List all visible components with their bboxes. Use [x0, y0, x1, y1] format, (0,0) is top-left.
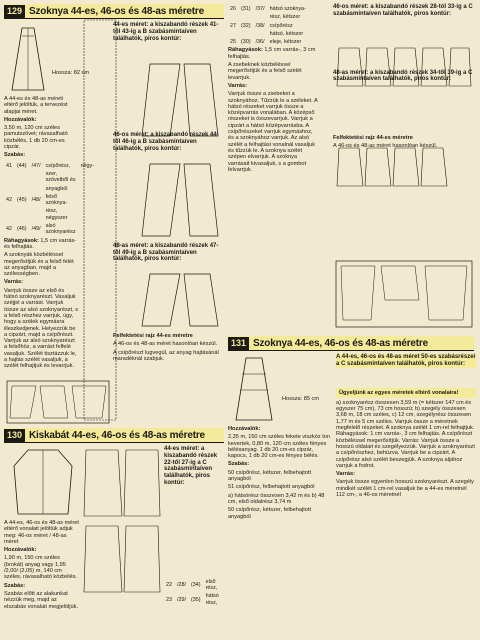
caption-48: 48-as méret: a kiszabandó részek 47-től 49-ig a B szabásmintaíven találhatók, piros kontúr: [113, 242, 219, 263]
section-number: 130 [4, 429, 25, 442]
szabas-items [228, 470, 332, 520]
size-cell [32, 171, 44, 184]
size-cell: felső szoknya- [45, 193, 68, 207]
col3-text [228, 4, 320, 304]
size-cell: csípőrész, [45, 162, 71, 169]
szabas-item: 51 csípőrész, felbehajtott anyagból [228, 484, 315, 491]
caption-44: 44-es méret: a kiszabandó részek 41-től 43-ig a B szabásmintaíven találhatók, piros kontúr: [113, 22, 219, 42]
size-cell [17, 186, 30, 192]
col2b-text [164, 446, 226, 636]
hossz-label-131: Hossza: 85 cm [282, 396, 319, 402]
size-cell: 25 [230, 39, 236, 46]
section-130-header [4, 428, 224, 443]
szabas-text-1b: Szabás előtt az alakunkat nézzük meg, majd az elszabás vonalait megjelöljük. [4, 590, 79, 610]
size-cell: (45) [17, 197, 27, 203]
size-row [230, 6, 309, 12]
section-129-header [4, 4, 224, 19]
size-cell: (32) [241, 22, 251, 29]
size-cell: eleje, kétszer [269, 39, 302, 46]
size-cell: csípőrész [269, 22, 293, 29]
jacket-sketch [8, 446, 78, 518]
col1b-intro: A 44-es, 46-os és 48-as méret eltérő vonalait jelöltük adjuk meg: 46-os méret / 48-as méret [4, 520, 79, 545]
size-cell: (35) [191, 596, 201, 603]
size-cell [230, 14, 239, 20]
size-cell [256, 31, 268, 37]
hozzavalok-heading-5: Hozzávalók: [228, 426, 261, 432]
col6-body: a) szoknyarész összesen 3,59 m (= kétszer 147 cm és egyszer 75 cm), 73 cm hosszú; b) szegély összesen 3,68 m, 18 cm széles, c) 12 cm, szegélyrész összesen 1,77 m és 5 cm széles. Varrjuk össze a méretnek megfelelő részeket. A szoknya szélét 1 cm-rel felhajtjuk. Ráhagyások: 1 cm varrás-, 3 cm felhajtás. A csípőrészt közbéléssel megerősítjük. Varrás: Varrjuk össze a hosszú oldalait és szegélyezzük. Varrjuk a szoknyarészt a csípőrészhez, behúzva. Varrjuk be a cipzárt. A csípőrész alsó szélét beszegjük. A szoknya aljához varrjuk a fodrot. [336, 399, 475, 469]
small-note: A csípőrészt lugvegül, az anyag hajtásánál maradéknál szabjuk. [113, 349, 219, 363]
size-cell: /36/ [255, 39, 265, 46]
skirt-sketch-131 [232, 354, 276, 424]
note-box: Ügyeljünk az egyes méretek eltérő vonalaira! [336, 388, 476, 398]
size-cell: (34) [191, 581, 201, 588]
section-title: Szoknya 44-es, 46-os és 48-as méretre [253, 337, 428, 349]
section-title: Szoknya 44-es, 46-os és 48-as méretre [29, 5, 204, 17]
size-cell: (30) [241, 39, 251, 46]
size-cell: hátsó szoknya- [269, 6, 306, 12]
col1b-text [4, 520, 80, 636]
varras-heading-3: Varrás: [228, 82, 247, 89]
szabas-item: a) hátsórész összesen 3,42 m és b) 48 cm, első oldalrész 3,74 m [228, 492, 325, 505]
pattern-diagram-48 [140, 270, 220, 330]
size-row [166, 593, 224, 606]
hozzavalok-text: 3,50 m, 120 cm széles pamutszövet; rávasalható közbélés, 1 db 20 cm-es cipzár. [4, 125, 68, 151]
col3-body-2: Varrjuk össze a zsebeket a szoknyához. Tűzzük le a széleket. A hátsó részeket varrjuk össze a középvarrás vonalában. A középső részeket is összevarrjuk. Varrjuk a cipzárt a hátsó középvarrásba. A csípőrészeket varrjuk egymáshoz, és a szoknyához varrjuk. Az alsó szélét a felhajtási vonalnál vasaljuk és tűzzük le. A szoknya szélét szépen elvarrjuk. A szoknya varrásait kivasaljuk, s a gombot felvarrjuk. [228, 91, 318, 173]
size-cell: 42 [6, 226, 12, 233]
size-cell: 22 [166, 581, 172, 588]
col3-body-1: A zsebeknek közbéléssel megerősítjük és a felső szélét levarrjuk. [228, 62, 302, 81]
size-cell: szer, szövetből és [45, 170, 76, 184]
felfekteto-heading-4: Felfektetési rajz 44-es méretre [333, 135, 413, 142]
size-cell [241, 14, 254, 20]
section-number: 131 [228, 337, 249, 350]
size-cell: /28/ [177, 581, 186, 588]
size-row [166, 579, 224, 592]
section-title: Kiskabát 44-es, 46-os és 48-as méretre [29, 429, 205, 441]
varras-heading-6: Varrás: [336, 471, 355, 478]
felfekteto-text: A 46-os és 48-as méret hasonlóan készül. [113, 341, 218, 348]
size-cell: (31) [241, 6, 251, 12]
section-131-header [228, 336, 474, 351]
size-cell: 26 [230, 6, 236, 12]
hozzavalok-text-1b: 1,90 m, 150 cm széles (brokát) anyag vagy 1,95 /2,00/ (2,05) m, 140 cm széles, rávasalható közbélés. [4, 555, 78, 581]
size-cell [6, 171, 15, 184]
size-cell [32, 208, 44, 221]
szabas-item: 50 csípőrész, kétszer, felbehajtott anyagból [228, 507, 312, 520]
hossz-label: Hossza: 82 cm [52, 70, 89, 76]
hozzavalok-heading-1b: Hozzávalók: [4, 547, 37, 554]
size-cell: hátsó rész, [205, 593, 219, 606]
ragasztas-heading: Ráhagyások: [4, 237, 39, 244]
size-cell: 27 [230, 22, 236, 29]
col1-text [4, 96, 95, 426]
size-cell: 23 [166, 596, 172, 603]
pattern-diagram-48-c [335, 140, 473, 190]
size-row [230, 23, 309, 29]
col6-text [336, 354, 476, 638]
caption-46: 46-os méret: a kiszabandó részek 44-től 46-ig a B szabásmintaíven találhatók, piros kontúr: [113, 132, 219, 152]
jacket-pattern-diagram [82, 446, 162, 596]
size-cell: /38/ [255, 22, 265, 29]
szabas-heading: Szabás: [4, 152, 26, 159]
szabas-item: 50 csípőrész, kétszer, felbehajtott anyagból [228, 469, 312, 483]
ragasztas-text-3: 1,5 cm varrás-, 3 cm felhajtás. [228, 47, 316, 60]
size-cell [6, 208, 15, 221]
cutting-layout-129 [6, 380, 110, 424]
size-cell: hátsó, kétszer [269, 30, 304, 37]
size-row [230, 31, 309, 37]
size-cell [32, 186, 44, 192]
caption-130: 44-es méret: a kiszabandó részek 22-től 27-ig a C szabásmintaíven találhatók, piros kontúr: [164, 446, 218, 486]
hozzavalok-heading: Hozzávalók: [4, 116, 37, 123]
caption-48-c: 48-as méret: a kiszabandó részek 34-től 39-ig a C szabásmintaíven találhatók, piros kontúr: [333, 69, 473, 83]
skirt-sketch [8, 24, 48, 94]
size-cell [6, 186, 15, 192]
size-cell: alsó szoknyarész [45, 223, 76, 236]
col6-body-2: Varrjuk össze egyenlen hosszú szoknyarészt. A szegély mindkét szélét 1 cm-rel vasaljuk be a 44-es méretnél 112 cm-, a 46-os méretnél [336, 479, 474, 499]
caption-46-c: 46-os méret: a kiszabandó részek 28-tól 33-ig a C szabásmintaíven találhatók, piros kontúr: [333, 4, 473, 17]
felfekteto-text-4: A 46-os és 48-as méret hasonlóan készül. [333, 143, 438, 150]
intro-text: A 44-es és 48-as méreti eltérő jelöltük, a tervezést alapjai méret. [4, 96, 68, 115]
size-cell: (44) [17, 162, 27, 169]
size-row [230, 14, 309, 20]
felfekteto-heading: Felfektetési rajz 44-es méretre [113, 333, 193, 340]
size-cell: (46) [17, 226, 27, 233]
szabas-heading-5: Szabás: [228, 461, 250, 468]
size-table-130 [164, 577, 226, 608]
section-number: 129 [4, 5, 25, 18]
varras-heading: Varrás: [4, 279, 23, 286]
size-cell: /37/ [255, 6, 265, 12]
size-cell [17, 171, 30, 184]
ragasztas-heading-3: Ráhagyások: [228, 47, 263, 54]
body-text-2: Varrjuk össze az első és hátsó szoknyarészt. Vasaljuk széjjel a varrást. Varrjuk össze az alsó szoknyarészt, s a felső részhez varrjuk, úgy, hogy a szélek egymásra illeszkedjenek. Helyezzük be a cipzárt, majd a csípőrészt. Varrjuk az alsó szoknyarészt a felsőhöz, a varrást felfelé vasaljuk. Szélét tisztázzuk le, a hajtás szélét vasaljuk, a szélét felhajtjuk és levarrjuk. [4, 287, 78, 370]
size-cell [241, 31, 254, 37]
ragasztas-text: 1,5 cm varrás- és felhajtás. [4, 237, 77, 250]
size-table-top [228, 4, 311, 47]
size-row [230, 39, 309, 45]
size-cell: rész, négyszer [45, 208, 68, 221]
size-cell [256, 14, 268, 20]
pattern-diagram-44 [140, 60, 220, 140]
caption-131: A 44-es, 46-os és 48-as méret 50-es szabásrészei a C szabásmintaíven találhatók, piros kontúr: [336, 354, 476, 367]
pattern-diagram-46-c [335, 40, 473, 90]
size-cell: 41 [6, 162, 12, 169]
size-cell [17, 208, 30, 221]
size-cell: /49/ [31, 226, 41, 233]
cutting-layout-c [335, 260, 473, 328]
size-cell: első rész, [205, 578, 218, 592]
body-text-1: A szoknyák közbéléssel megerősítjük és a felső felét az anyagban, majd a szélességben. [4, 252, 74, 278]
size-cell: rész, kétszer [269, 14, 301, 21]
hozzavalok-text-5: 2,35 m, 150 cm széles fekete viszkóz ton kevertek, 0,80 m, 120 cm széles fényes bélésanyag. 1 db 20 cm-es cipzár, kapocs, 1 db 20 cm-es fényes bélés. [228, 434, 330, 460]
size-cell: /47/ [31, 162, 41, 169]
size-cell [230, 31, 239, 37]
size-cell: /48/ [31, 197, 41, 203]
size-cell: /29/ [177, 596, 186, 603]
col5-text [228, 426, 332, 636]
size-cell: négy- [80, 162, 95, 169]
size-cell: anyagból [45, 185, 68, 192]
size-cell: 42 [6, 197, 12, 203]
szabas-heading-1b: Szabás: [4, 582, 26, 589]
pattern-diagram-46 [140, 160, 220, 240]
